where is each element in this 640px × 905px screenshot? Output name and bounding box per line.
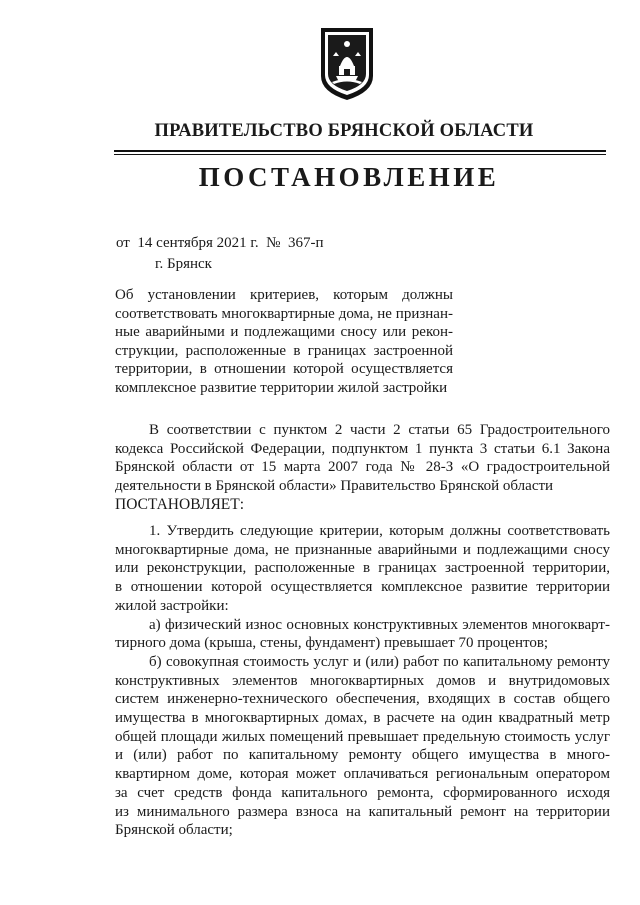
item-line: или реконструкции, расположенные в границах застроенной территории,: [115, 560, 610, 577]
item-line: общей площади жилых помещений превышает предельную стоимость услуг: [115, 728, 610, 745]
item-line: имущества в многоквартирных домах, в расчете на один квадратный метр: [115, 710, 610, 727]
preamble-line: В соответствии с пунктом 2 части 2 статьи 65 Градостроительного: [149, 422, 610, 438]
item-line: тирного дома (крыша, стены, фундамент) превышает 70 процентов;: [115, 635, 549, 652]
header-divider-thick: [114, 150, 606, 152]
item-line: многоквартирные дома, не признанные аварийными и подлежащими сносу: [115, 541, 610, 558]
decree-word: [115, 496, 610, 515]
item-1-paragraph: [115, 522, 610, 840]
header-divider-thin: [114, 154, 606, 155]
document-type-title: ПОСТАНОВЛЕНИЕ: [198, 162, 500, 192]
subject-line: Об установлении критериев, которым должны: [115, 287, 453, 303]
item-line: б) совокупная стоимость услуг и (или) работ по капитальному ремонту: [149, 653, 610, 670]
subject-line: струкции, расположенные в границах застроенной: [115, 342, 453, 359]
preamble-line: деятельности в Брянской области» Правительство Брянской области: [115, 478, 554, 495]
item-line: Брянской области;: [115, 822, 233, 839]
item-line: жилой застройки:: [115, 597, 229, 614]
subject-line: территории, в отношении которой осуществляется: [115, 361, 453, 378]
item-line: конструктивных элементов многоквартирных домов и внутридомовых: [115, 672, 610, 689]
preamble-paragraph: [115, 421, 610, 496]
item-line: и (или) работ по капитальному ремонту общего имущества в много-: [115, 747, 610, 764]
coat-of-arms-icon: [318, 26, 376, 102]
subject-line: комплексное развитие территории жилой застройки: [115, 379, 448, 396]
document-date-number: от 14 сентября 2021 г. № 367-п: [116, 235, 324, 251]
item-line: 1. Утвердить следующие критерии, которым должны соответствовать: [149, 523, 610, 539]
item-line: квартирном доме, которая может оплачиваться региональным оператором: [115, 766, 610, 783]
item-line: из минимального размера взноса на капитальный ремонт на территории: [115, 803, 610, 820]
decree-word-text: ПОСТАНОВЛЯЕТ:: [115, 496, 245, 513]
item-line: за счет средств фонда капитального ремонта, сформированного исходя: [115, 784, 610, 801]
document-subject: [115, 286, 453, 398]
organization-title: ПРАВИТЕЛЬСТВО БРЯНСКОЙ ОБЛАСТИ: [154, 121, 534, 141]
item-line: систем инженерно-технического обеспечения, входящих в состав общего: [115, 691, 610, 708]
subject-line: соответствовать многоквартирные дома, не признан-: [115, 305, 453, 322]
item-line: а) физический износ основных конструктивных элементов многокварт-: [149, 616, 610, 633]
item-line: в отношении которой осуществляется комплексное развитие территории: [115, 579, 610, 596]
preamble-line: Брянской области от 15 марта 2007 года № 28-З «О градостроительной: [115, 459, 610, 476]
document-city: г. Брянск: [155, 256, 212, 272]
preamble-line: кодекса Российской Федерации, подпунктом 1 пункта 3 статьи 6.1 Закона: [115, 440, 610, 457]
subject-line: ные аварийными и подлежащими сносу или рекон-: [115, 324, 453, 341]
